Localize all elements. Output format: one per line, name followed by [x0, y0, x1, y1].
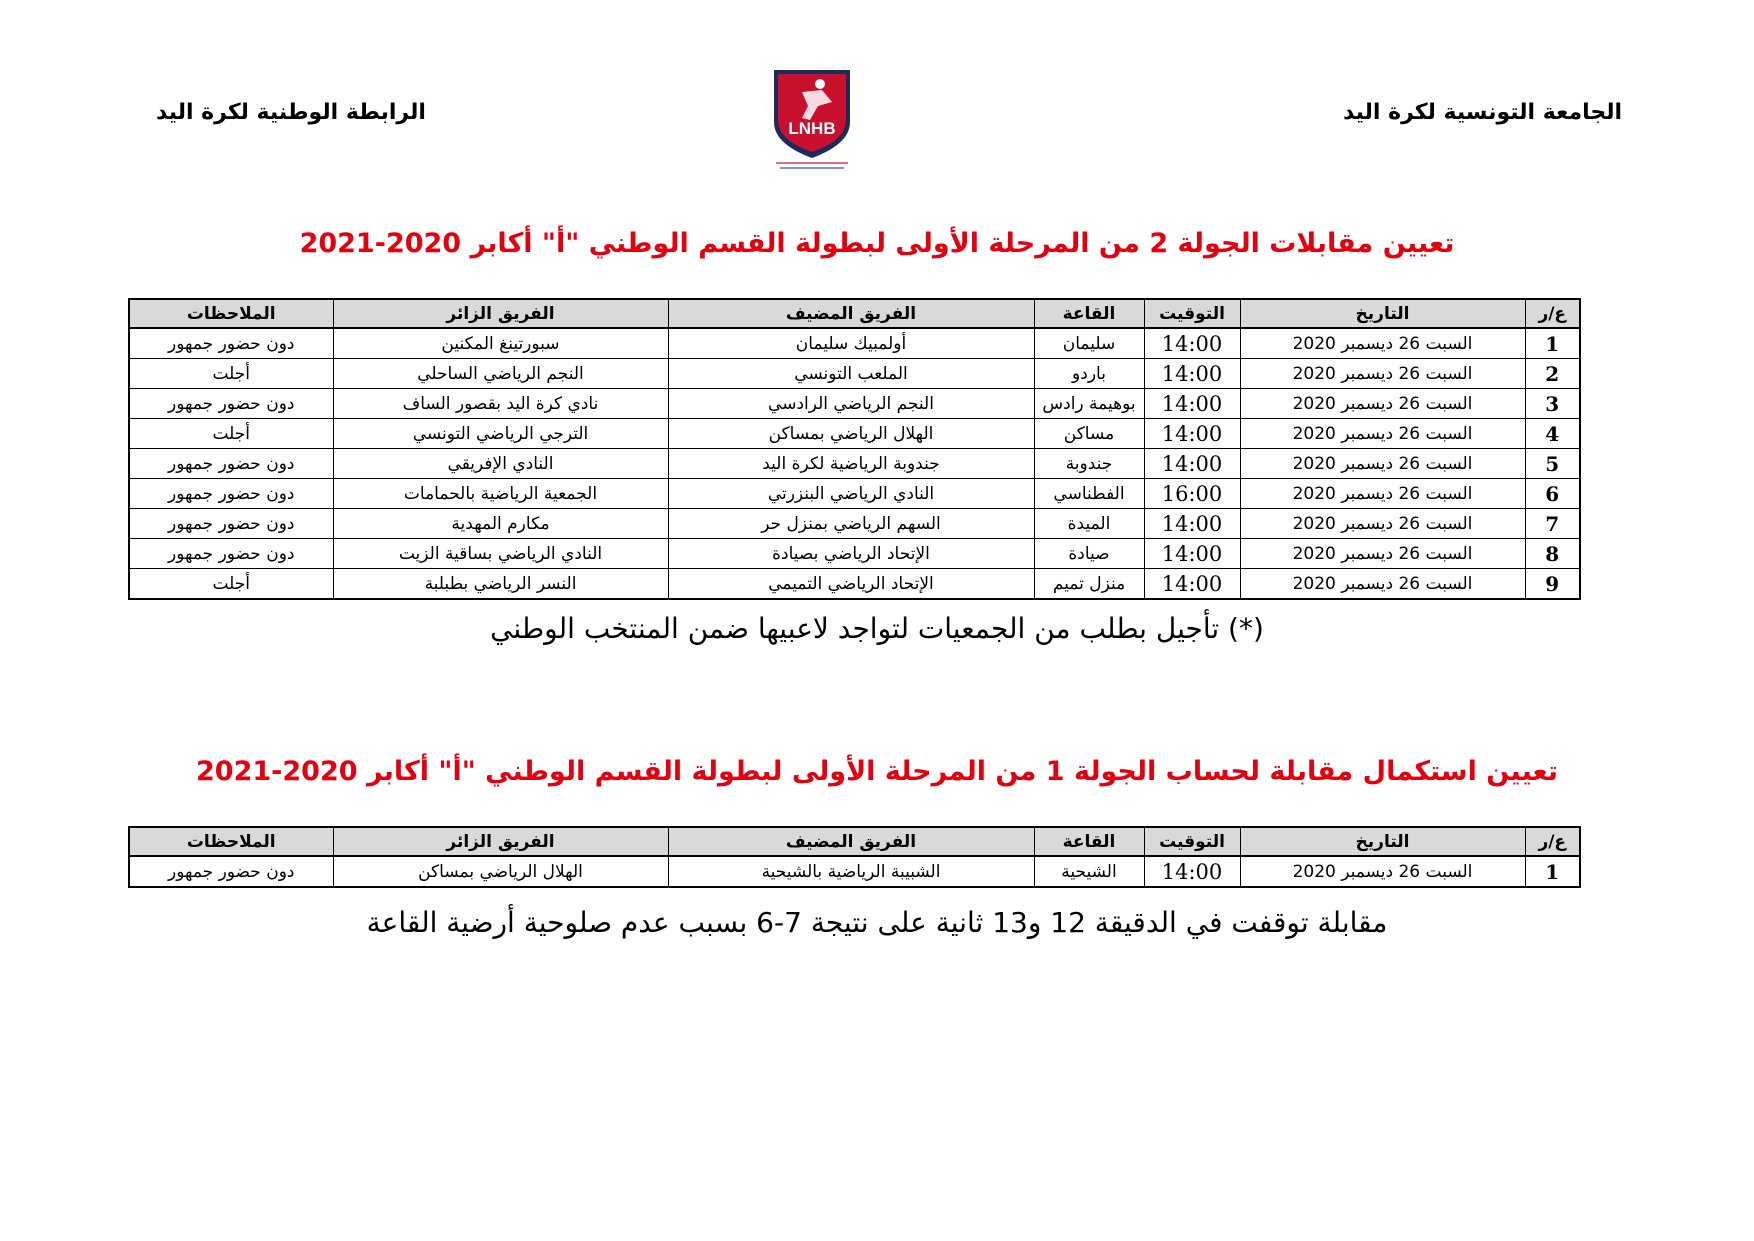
col-date: التاريخ	[1240, 827, 1525, 856]
table-row	[129, 539, 1580, 569]
col-away: الفريق الزائر	[333, 827, 668, 856]
table-row	[129, 419, 1580, 449]
match-venue: سليمان	[1034, 328, 1144, 359]
home-team: الهلال الرياضي بمساكن	[668, 419, 1034, 449]
match-venue: الشيحية	[1034, 856, 1144, 887]
match-date: السبت 26 ديسمبر 2020	[1240, 856, 1525, 887]
table-row	[129, 856, 1580, 887]
col-time: التوقيت	[1144, 299, 1240, 328]
away-team: الترجي الرياضي التونسي	[333, 419, 668, 449]
table-row	[129, 328, 1580, 359]
match-notes: دون حضور جمهور	[129, 539, 333, 569]
home-team: السهم الرياضي بمنزل حر	[668, 509, 1034, 539]
col-venue: القاعة	[1034, 827, 1144, 856]
match-num: 2	[1525, 359, 1580, 389]
away-team: مكارم المهدية	[333, 509, 668, 539]
match-notes: أجلت	[129, 569, 333, 600]
league-name: الرابطة الوطنية لكرة اليد	[156, 100, 426, 125]
match-venue: بوهيمة رادس	[1034, 389, 1144, 419]
match-time: 16:00	[1144, 479, 1240, 509]
lnhb-logo	[762, 62, 862, 172]
match-time: 14:00	[1144, 359, 1240, 389]
section2-title: تعيين استكمال مقابلة لحساب الجولة 1 من المرحلة الأولى لبطولة القسم الوطني "أ" أكابر 2020-2021	[196, 756, 1558, 787]
section1-title: تعيين مقابلات الجولة 2 من المرحلة الأولى لبطولة القسم الوطني "أ" أكابر 2020-2021	[299, 228, 1455, 259]
match-num: 8	[1525, 539, 1580, 569]
match-date: السبت 26 ديسمبر 2020	[1240, 449, 1525, 479]
match-time: 14:00	[1144, 449, 1240, 479]
col-home: الفريق المضيف	[668, 827, 1034, 856]
match-num: 3	[1525, 389, 1580, 419]
col-num: ع/ر	[1525, 827, 1580, 856]
match-date: السبت 26 ديسمبر 2020	[1240, 419, 1525, 449]
match-venue: جندوبة	[1034, 449, 1144, 479]
away-team: النادي الإفريقي	[333, 449, 668, 479]
match-venue: الميدة	[1034, 509, 1144, 539]
home-team: النجم الرياضي الرادسي	[668, 389, 1034, 419]
logo-text: LNHB	[788, 119, 836, 138]
match-notes: دون حضور جمهور	[129, 389, 333, 419]
match-notes: دون حضور جمهور	[129, 509, 333, 539]
match-time: 14:00	[1144, 539, 1240, 569]
match-venue: صيادة	[1034, 539, 1144, 569]
match-date: السبت 26 ديسمبر 2020	[1240, 389, 1525, 419]
table-header-row	[129, 827, 1580, 856]
table-row	[129, 359, 1580, 389]
table-row	[129, 509, 1580, 539]
away-team: الهلال الرياضي بمساكن	[333, 856, 668, 887]
home-team: النادي الرياضي البنزرتي	[668, 479, 1034, 509]
match-time: 14:00	[1144, 856, 1240, 887]
federation-name: الجامعة التونسية لكرة اليد	[1342, 100, 1622, 125]
away-team: النادي الرياضي بساقية الزيت	[333, 539, 668, 569]
match-date: السبت 26 ديسمبر 2020	[1240, 328, 1525, 359]
section2-footnote: مقابلة توقفت في الدقيقة 12 و13 ثانية على نتيجة 7-6 بسبب عدم صلوحية أرضية القاعة	[366, 906, 1388, 939]
match-num: 5	[1525, 449, 1580, 479]
match-venue: مساكن	[1034, 419, 1144, 449]
away-team: النجم الرياضي الساحلي	[333, 359, 668, 389]
match-date: السبت 26 ديسمبر 2020	[1240, 359, 1525, 389]
match-time: 14:00	[1144, 328, 1240, 359]
match-num: 4	[1525, 419, 1580, 449]
col-home: الفريق المضيف	[668, 299, 1034, 328]
match-venue: باردو	[1034, 359, 1144, 389]
match-time: 14:00	[1144, 569, 1240, 600]
match-num: 6	[1525, 479, 1580, 509]
table-header-row	[129, 299, 1580, 328]
schedule-table-2	[128, 826, 1581, 888]
home-team: جندوبة الرياضية لكرة اليد	[668, 449, 1034, 479]
col-time: التوقيت	[1144, 827, 1240, 856]
match-time: 14:00	[1144, 389, 1240, 419]
match-notes: دون حضور جمهور	[129, 479, 333, 509]
match-num: 7	[1525, 509, 1580, 539]
col-num: ع/ر	[1525, 299, 1580, 328]
match-num: 1	[1525, 328, 1580, 359]
match-time: 14:00	[1144, 419, 1240, 449]
home-team: الإتحاد الرياضي التميمي	[668, 569, 1034, 600]
table-row	[129, 479, 1580, 509]
home-team: الإتحاد الرياضي بصيادة	[668, 539, 1034, 569]
away-team: الجمعية الرياضية بالحمامات	[333, 479, 668, 509]
away-team: النسر الرياضي بطبلبة	[333, 569, 668, 600]
match-num: 9	[1525, 569, 1580, 600]
match-notes: أجلت	[129, 419, 333, 449]
col-away: الفريق الزائر	[333, 299, 668, 328]
col-notes: الملاحظات	[129, 827, 333, 856]
match-date: السبت 26 ديسمبر 2020	[1240, 479, 1525, 509]
table-row	[129, 389, 1580, 419]
table-row	[129, 569, 1580, 600]
home-team: الشبيبة الرياضية بالشيحية	[668, 856, 1034, 887]
match-venue: منزل تميم	[1034, 569, 1144, 600]
match-num: 1	[1525, 856, 1580, 887]
match-notes: دون حضور جمهور	[129, 856, 333, 887]
away-team: سبورتينغ المكنين	[333, 328, 668, 359]
match-venue: الفطناسي	[1034, 479, 1144, 509]
home-team: الملعب التونسي	[668, 359, 1034, 389]
col-date: التاريخ	[1240, 299, 1525, 328]
schedule-table-1	[128, 298, 1581, 600]
section1-footnote: (*) تأجيل بطلب من الجمعيات لتواجد لاعبيها ضمن المنتخب الوطني	[490, 612, 1264, 645]
match-notes: دون حضور جمهور	[129, 328, 333, 359]
match-notes: دون حضور جمهور	[129, 449, 333, 479]
home-team: أولمبيك سليمان	[668, 328, 1034, 359]
match-notes: أجلت	[129, 359, 333, 389]
away-team: نادي كرة اليد بقصور الساف	[333, 389, 668, 419]
match-date: السبت 26 ديسمبر 2020	[1240, 539, 1525, 569]
match-date: السبت 26 ديسمبر 2020	[1240, 569, 1525, 600]
match-date: السبت 26 ديسمبر 2020	[1240, 509, 1525, 539]
col-notes: الملاحظات	[129, 299, 333, 328]
match-time: 14:00	[1144, 509, 1240, 539]
table-row	[129, 449, 1580, 479]
col-venue: القاعة	[1034, 299, 1144, 328]
